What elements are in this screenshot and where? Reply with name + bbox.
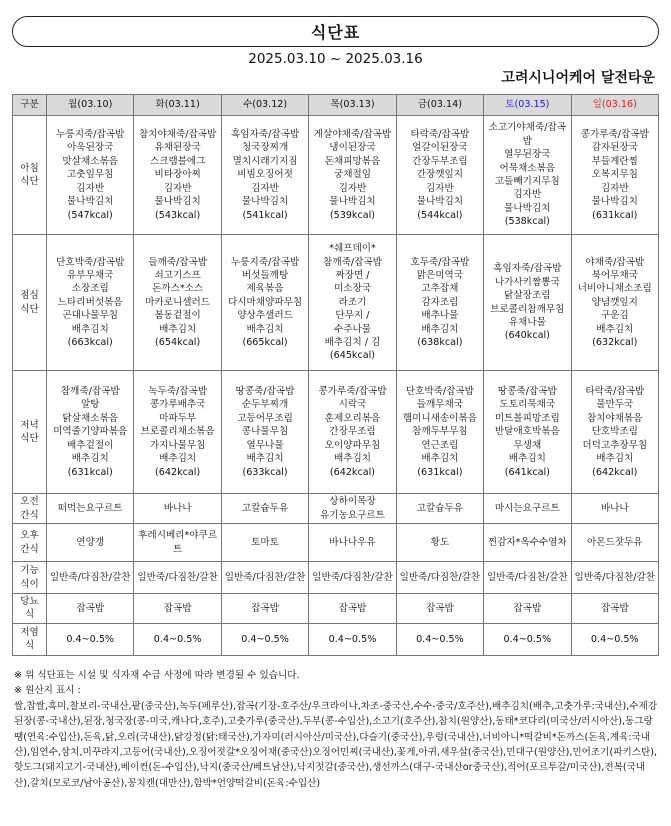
menu-item: 고들빼기지무침	[494, 176, 560, 187]
menu-item: (544kcal)	[417, 209, 463, 221]
menu-item: 소고기야채죽/잡곡밥	[488, 122, 566, 147]
menu-cell	[134, 623, 221, 655]
menu-item: 고춧잎무침	[67, 169, 114, 181]
menu-item: 물나박김치	[67, 196, 114, 208]
menu-item: 김자반	[76, 182, 105, 194]
menu-item: 유채나물	[508, 316, 546, 328]
menu-item: 호두죽/잡곡밥	[410, 256, 470, 268]
row-label: 오후 간식	[13, 524, 47, 562]
menu-item: 감자조림	[421, 296, 459, 308]
menu-cell	[484, 524, 571, 562]
menu-item: 무생채	[513, 439, 542, 451]
menu-item: 유채된장국	[154, 142, 201, 154]
menu-item: 일반죽/다짐찬/갈찬	[49, 571, 131, 583]
menu-cell	[571, 116, 658, 235]
menu-item: 마시는요구르트	[494, 502, 560, 514]
menu-item: 0.4~0.5%	[241, 633, 289, 645]
menu-cell	[396, 524, 483, 562]
menu-item: 단호박죽/잡곡밥	[56, 256, 125, 268]
row-label: 당뇨 식	[13, 594, 47, 624]
menu-item: 맛살채소볶음	[62, 155, 119, 167]
menu-item: 간장무조림	[329, 426, 376, 438]
menu-cell	[134, 562, 221, 594]
menu-cell	[47, 116, 134, 235]
menu-item: 누룽지죽/잡곡밥	[56, 129, 125, 141]
menu-item: 순두부찌개	[241, 399, 289, 411]
menu-cell	[571, 371, 658, 494]
menu-item: 일반죽/다짐찬/갈찬	[574, 571, 656, 583]
menu-cell	[309, 494, 396, 524]
header-day: 목(03.13)	[309, 95, 396, 116]
menu-item: 김자반	[425, 182, 454, 194]
menu-item: (663kcal)	[67, 337, 113, 349]
menu-item: 궁채절임	[333, 169, 372, 181]
menu-cell	[309, 594, 396, 624]
menu-item: 토마토	[251, 536, 279, 548]
menu-cell	[47, 623, 134, 655]
menu-cell	[47, 524, 134, 562]
menu-item: 배추김치	[159, 453, 197, 465]
menu-item: 단호박조림	[591, 426, 638, 438]
menu-item: (543kcal)	[155, 209, 201, 221]
menu-item: 물만두국	[596, 399, 634, 411]
menu-item: 연양갱	[76, 536, 105, 548]
menu-item: 짜장면 /	[335, 269, 370, 281]
menu-item: 0.4~0.5%	[66, 633, 115, 645]
menu-cell	[134, 594, 221, 624]
menu-item: 녹두죽/잡곡밥	[148, 386, 208, 398]
menu-item: 멸치시래기지짐	[232, 155, 298, 167]
menu-cell	[134, 371, 221, 494]
menu-item: *쉐프데이*	[329, 243, 376, 255]
menu-item: 라조기	[338, 296, 367, 308]
menu-item: 물나박김치	[329, 196, 376, 208]
header-day-saturday: 토(03.15)	[484, 95, 571, 116]
menu-item: 흑임자죽/잡곡밥	[231, 129, 300, 141]
menu-cell	[134, 494, 221, 524]
menu-item: 콩나물무침	[241, 426, 289, 438]
menu-item: 물나박김치	[154, 196, 201, 208]
menu-item: 느타리버섯볶음	[57, 296, 123, 308]
menu-item: 오이양파무침	[324, 439, 381, 451]
menu-item: 미소장국	[333, 283, 372, 295]
menu-item: 미트볼피망조림	[494, 412, 560, 424]
menu-cell	[221, 494, 308, 524]
menu-item: 브로콜리참깨무침	[490, 303, 565, 315]
table-row-functional-diet	[13, 562, 659, 594]
menu-cell	[484, 494, 571, 524]
table-row-low-salt-diet	[13, 623, 659, 655]
menu-cell	[484, 562, 571, 594]
menu-cell	[221, 235, 308, 371]
menu-item: 쇠고기스프	[154, 269, 201, 281]
row-label: 저녁 식단	[13, 371, 47, 494]
menu-item: 일반죽/다짐찬/갈찬	[399, 571, 481, 583]
menu-item: 비타장아찌	[154, 169, 201, 181]
menu-item: 0.4~0.5%	[590, 633, 639, 645]
menu-item: 배추나물	[421, 310, 459, 322]
table-row-dinner	[13, 371, 659, 494]
menu-cell	[47, 562, 134, 594]
menu-item: 구운김	[600, 310, 629, 322]
menu-item: (642kcal)	[329, 466, 376, 478]
menu-item: (641kcal)	[504, 466, 550, 478]
menu-item: 들깨무채국	[416, 399, 464, 411]
menu-item: 물나박김치	[416, 196, 464, 208]
menu-item: 바나나	[600, 502, 629, 514]
row-label: 기능 식이	[13, 562, 47, 594]
menu-item: 콩가루죽/잡곡밥	[580, 129, 649, 141]
row-label: 오전 간식	[13, 494, 47, 524]
menu-item: 다시마채양파무침	[227, 296, 303, 308]
menu-cell	[134, 524, 221, 562]
menu-cell	[309, 371, 396, 494]
menu-item: 후레시베리*야쿠르트	[138, 530, 218, 555]
menu-cell	[309, 235, 396, 371]
menu-item: 청국장찌개	[241, 142, 289, 154]
menu-cell	[221, 524, 308, 562]
menu-item: 떠먹는요구르트	[57, 502, 123, 514]
menu-cell	[571, 594, 658, 624]
menu-item: 일반죽/다짐찬/갈찬	[312, 571, 393, 583]
menu-item: 봄동겉절이	[154, 310, 201, 322]
menu-item: 냉이된장국	[329, 142, 376, 154]
menu-cell	[309, 116, 396, 235]
menu-item: 유부무채국	[67, 269, 114, 281]
menu-cell	[484, 623, 571, 655]
facility-name: 고려시니어케어 달전타운	[501, 70, 655, 86]
menu-item: (541kcal)	[242, 209, 288, 221]
menu-item: 바나나	[163, 502, 192, 514]
menu-cell	[47, 371, 134, 494]
menu-item: 배추김치	[246, 323, 284, 335]
header-day: 월(03.10)	[47, 95, 134, 116]
table-row-diabetic-diet	[13, 594, 659, 624]
menu-cell	[221, 116, 308, 235]
menu-cell	[221, 371, 308, 494]
menu-item: 시락국	[338, 399, 367, 411]
menu-item: 배추겉절이	[67, 439, 114, 451]
menu-item: 타락죽/잡곡밥	[585, 386, 645, 398]
row-label: 아침 식단	[13, 116, 47, 235]
menu-item: 배추김치	[596, 453, 634, 465]
menu-cell	[484, 371, 571, 494]
menu-item: 고추잡채	[421, 283, 459, 295]
menu-item: 더덕고추장무침	[582, 439, 648, 451]
menu-table	[12, 94, 659, 656]
menu-item: (547kcal)	[67, 209, 113, 221]
menu-item: 물나박김치	[504, 202, 551, 214]
header-corner: 구분	[13, 95, 47, 116]
menu-item: 소장조림	[71, 283, 109, 295]
menu-cell	[396, 235, 483, 371]
menu-item: (631kcal)	[67, 466, 113, 478]
menu-item: 0.4~0.5%	[328, 633, 377, 645]
menu-item: 일반죽/다짐찬/갈찬	[137, 571, 218, 583]
menu-item: 타락죽/잡곡밥	[410, 129, 470, 141]
menu-item: 닭살채소볶음	[62, 412, 119, 424]
menu-item: 오복지무침	[591, 169, 638, 181]
row-label: 저염 식	[13, 623, 47, 655]
menu-item: 배추김치	[246, 453, 284, 465]
table-row-morning-snack	[13, 494, 659, 524]
menu-item: 훈제오리볶음	[324, 412, 381, 424]
menu-cell	[571, 562, 658, 594]
menu-item: 게살야채죽/잡곡밥	[313, 129, 392, 141]
menu-item: (631kcal)	[417, 466, 463, 478]
table-row-breakfast	[13, 116, 659, 235]
menu-item: 버섯들깨탕	[241, 269, 289, 281]
notes-origin-text: 쌀,찹쌀,흑미,찰보리-국내산,팥(중국산),녹두(페루산),잡곡(기장-호주산/우크라이나,차조-중국산,수수-중국/호주산),배추김치(배추,고춧가루:국내산),수제강된장(콩-국내산),된장,청국장(콩-미국,캐나다,호주),고춧가루(중국산),두부(콩-수입산),소고기(호주산),참치(원양산),동태*코다리(미국산/러시아산),동그랑땡(연육:수입산),돈육,닭,오리(국내산),닭강정(닭:태국산),가자미(러시아산/미국산),다슬기(중국산),우렁(국내산),너비아니*떡갈비*돈까스(돈육,계육:국내산),임연수,삼치,미꾸라지,고등어(국내산),오징어젓갈*오징어채(중국산)오징어민찌(국내산),꽃게,아귀,새우살(중국산),민대구(원양산),민어조기(파키스탄),핫도그(돼지고기-국내산),베이컨(돈-수입산),낙지(중국산/베트남산),낙지젓갈(중국산),생선까스(대구-국내산or중국산),적어(포르투갈/미국산),전복(국내산),갈치(모로코/남아공산),꽁치캔(대만산),함박*언양떡갈비(돈육:수입산)	[14, 700, 658, 789]
menu-item: 찐감자*옥수수염차	[487, 536, 567, 548]
menu-cell	[484, 116, 571, 235]
menu-item: (665kcal)	[242, 337, 288, 349]
menu-item: 간장두부조림	[412, 155, 468, 167]
menu-item: 너비아니채소조림	[577, 283, 652, 295]
menu-cell	[221, 623, 308, 655]
menu-item: 0.4~0.5%	[416, 633, 464, 645]
menu-item: 제육볶음	[246, 283, 284, 295]
header-day-sunday: 일(03.16)	[571, 95, 658, 116]
menu-item: 참치야채죽/잡곡밥	[138, 129, 217, 141]
menu-item: 단호박죽/잡곡밥	[405, 386, 474, 398]
menu-item: 잡곡밥	[163, 602, 192, 614]
menu-item: 비빔오징어젓	[237, 169, 293, 181]
menu-item: 땅콩죽/잡곡밥	[235, 386, 295, 398]
menu-item: 감자된장국	[591, 142, 638, 154]
menu-item: (640kcal)	[504, 330, 550, 342]
menu-item: 스크램블에그	[149, 155, 206, 167]
menu-cell	[221, 562, 308, 594]
menu-cell	[309, 562, 396, 594]
menu-item: 부들계란찜	[591, 155, 638, 167]
row-label: 점심 식단	[13, 235, 47, 371]
menu-item: 김자반	[600, 182, 629, 194]
menu-item: 배추김치	[71, 323, 109, 335]
menu-item: 배추김치	[71, 453, 109, 465]
menu-item: 땅콩죽/잡곡밥	[497, 386, 557, 398]
menu-item: 닭살장조림	[504, 290, 551, 302]
menu-item: 잡곡밥	[425, 602, 454, 614]
notes-origin-title: ※ 원산지 표시 :	[14, 685, 81, 697]
menu-cell	[571, 494, 658, 524]
menu-item: 나가사키짬뽕국	[494, 276, 560, 288]
menu-item: 알탕	[80, 399, 100, 411]
menu-item: 마카로니샐러드	[145, 296, 211, 308]
menu-item: 가지나물무침	[149, 439, 206, 451]
menu-item: 배추김치	[596, 323, 634, 335]
menu-item: (642kcal)	[592, 466, 638, 478]
menu-item: 고칼슘두유	[241, 502, 289, 514]
menu-item: 열무나물	[246, 439, 284, 451]
menu-item: 배추김치 / 김	[324, 337, 381, 349]
menu-item: 물나박김치	[591, 196, 638, 208]
menu-item: 흑임자죽/잡곡밥	[493, 263, 562, 275]
menu-item: 도토리묵채국	[499, 399, 556, 411]
menu-item: 물나박김치	[241, 196, 289, 208]
menu-cell	[396, 594, 483, 624]
menu-item: 상하이목장	[329, 496, 376, 508]
menu-item: 김자반	[163, 182, 192, 194]
menu-cell	[571, 524, 658, 562]
menu-item: 잡곡밥	[76, 602, 105, 614]
menu-item: 아몬드잣두유	[586, 536, 643, 548]
menu-cell	[484, 235, 571, 371]
menu-item: 아욱된장국	[67, 142, 114, 154]
menu-item: 잡곡밥	[338, 602, 367, 614]
menu-item: 일반죽/다짐찬/갈찬	[487, 571, 568, 583]
menu-item: 배추김치	[159, 323, 197, 335]
menu-item: 들깨죽/잡곡밥	[148, 256, 208, 268]
menu-cell	[571, 235, 658, 371]
menu-cell	[396, 371, 483, 494]
menu-item: 양상추샐러드	[237, 310, 293, 322]
menu-item: 맑은미역국	[416, 269, 464, 281]
menu-item: 누룽지죽/잡곡밥	[231, 256, 300, 268]
menu-item: 배추김치	[421, 453, 459, 465]
menu-cell	[309, 623, 396, 655]
menu-item: 얼갈이된장국	[412, 142, 468, 154]
menu-item: 열무된장국	[504, 149, 551, 161]
table-row-afternoon-snack	[13, 524, 659, 562]
menu-item: 간장깻잎지	[416, 169, 464, 181]
menu-item: 곤대나물무침	[62, 310, 119, 322]
menu-cell	[134, 116, 221, 235]
menu-cell	[47, 594, 134, 624]
menu-item: 돈까스*소스	[152, 283, 204, 295]
menu-item: 0.4~0.5%	[503, 633, 552, 645]
menu-item: 바나나우유	[329, 536, 376, 548]
menu-item: 야채죽/잡곡밥	[585, 256, 645, 268]
menu-item: (632kcal)	[592, 337, 638, 349]
menu-item: 참깨죽/잡곡밥	[60, 386, 120, 398]
menu-item: 참깨죽/잡곡밥	[323, 256, 382, 268]
menu-cell	[47, 494, 134, 524]
menu-item: 어묵채소볶음	[499, 162, 556, 174]
menu-item: 배추김치	[508, 453, 546, 465]
menu-item: 배추김치	[421, 323, 459, 335]
menu-item: 고칼슘두유	[416, 502, 464, 514]
menu-item: 김자반	[338, 182, 367, 194]
header-day: 수(03.12)	[221, 95, 308, 116]
menu-item: 브로콜리채소볶음	[140, 426, 215, 438]
menu-item: 연근조림	[421, 439, 459, 451]
menu-item: (538kcal)	[504, 216, 550, 228]
menu-cell	[396, 562, 483, 594]
menu-item: (642kcal)	[155, 466, 201, 478]
menu-item: 고등어무조림	[237, 412, 293, 424]
menu-item: 잡곡밥	[600, 602, 629, 614]
menu-item: 잡곡밥	[251, 602, 279, 614]
menu-item: 콩가루배추국	[149, 399, 206, 411]
menu-item: 참치야채볶음	[586, 412, 643, 424]
menu-item: 북어무채국	[591, 269, 638, 281]
menu-item: 김자반	[251, 182, 279, 194]
menu-cell	[571, 623, 658, 655]
notes-change-notice: ※ 위 식단표는 시설 및 식자재 수급 사정에 따라 변경될 수 있습니다.	[14, 670, 300, 681]
menu-cell	[396, 116, 483, 235]
menu-cell	[134, 235, 221, 371]
menu-item: 햄미니새송이볶음	[402, 412, 477, 424]
menu-item: (638kcal)	[417, 337, 463, 349]
menu-item: 유기농요구르트	[320, 509, 385, 521]
menu-item: 돈채피망볶음	[324, 155, 381, 167]
menu-item: 0.4~0.5%	[153, 633, 202, 645]
table-header-row	[13, 95, 659, 116]
menu-cell	[396, 623, 483, 655]
menu-item: (645kcal)	[329, 350, 376, 362]
date-range: 2025.03.10 ~ 2025.03.16	[248, 51, 423, 67]
menu-item: 배추김치	[333, 453, 372, 465]
menu-cell	[47, 235, 134, 371]
menu-item: 참깨두부무침	[412, 426, 468, 438]
menu-item: (631kcal)	[592, 209, 638, 221]
menu-cell	[309, 524, 396, 562]
menu-item: (654kcal)	[155, 337, 201, 349]
menu-item: 마파두부	[159, 412, 197, 424]
menu-cell	[221, 594, 308, 624]
menu-item: 수주나물	[333, 323, 372, 335]
menu-cell	[396, 494, 483, 524]
table-row-lunch	[13, 235, 659, 371]
menu-cell	[484, 594, 571, 624]
menu-item: 양념깻잎지	[591, 296, 638, 308]
menu-item: 미역줄기양파볶음	[53, 426, 128, 438]
menu-item: 단무지 /	[335, 310, 370, 322]
header-day: 화(03.11)	[134, 95, 221, 116]
header-day: 금(03.14)	[396, 95, 483, 116]
notes	[14, 668, 659, 791]
page-title: 식단표	[12, 16, 659, 47]
menu-item: 잡곡밥	[513, 602, 542, 614]
menu-item: 일반죽/다짐찬/갈찬	[224, 571, 306, 583]
menu-item: 콩가루죽/잡곡밥	[318, 386, 387, 398]
menu-item: (539kcal)	[329, 209, 376, 221]
menu-item: (633kcal)	[242, 466, 288, 478]
menu-item: 황도	[430, 536, 450, 548]
menu-item: 반달애호박볶음	[494, 426, 560, 438]
menu-item: 김자반	[513, 189, 542, 201]
